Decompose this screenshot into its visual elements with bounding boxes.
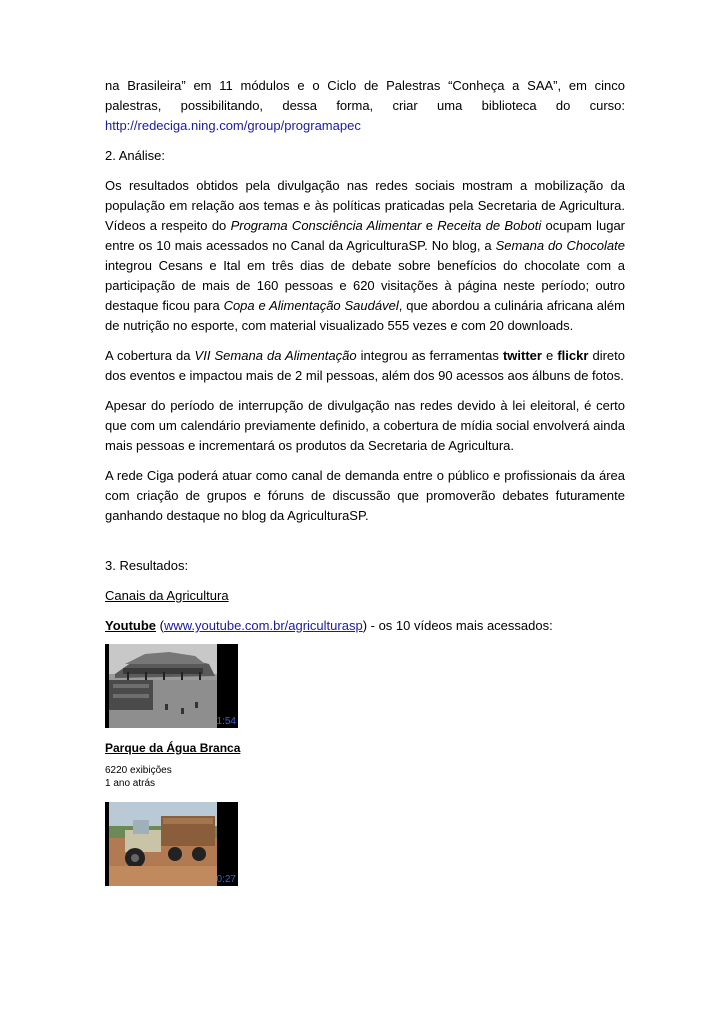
- video-thumbnail-2[interactable]: [105, 802, 238, 886]
- text-segment: Os resultados obtidos pela divulgação nas redes sociais mostram a mobilização da população em relação aos temas e às políticas praticadas pela Secretaria de Agricultura. Vídeos a respeito do: [105, 178, 625, 233]
- italic-programa: Programa Consciência Alimentar: [230, 218, 422, 233]
- text-segment: A cobertura da: [105, 348, 195, 363]
- canais-heading: [105, 586, 625, 606]
- paragraph-intro: [105, 76, 625, 136]
- text-segment: integrou Cesans e Ital em três dias de debate sobre benefícios do chocolate com a participação de mais de 160 pessoas e 620 visitações à página neste período; outro destaque ficou para: [105, 258, 625, 313]
- video-thumbnail-1[interactable]: [105, 644, 238, 728]
- text-segment: ocupam lugar entre os 10 mais acessados no Canal da AgriculturaSP. No blog, a: [105, 218, 625, 253]
- paragraph-rede-ciga: A rede Ciga poderá atuar como canal de demanda entre o público e profissionais da área com criação de grupos e fóruns de discussão que promoverão debates futuramente ganhando destaque no blog da AgriculturaSP.: [105, 468, 625, 523]
- text-segment: , que abordou a culinária africana além de nutrição no esporte, com material visualizado 555 vezes e com 20 downloads.: [105, 298, 625, 333]
- text-segment: e: [421, 218, 438, 233]
- italic-receita: Receita de Boboti: [437, 218, 542, 233]
- video-duration-1: 1:54: [216, 716, 236, 727]
- canais-label: Canais da Agricultura: [105, 588, 229, 603]
- youtube-line: [105, 616, 625, 636]
- italic-copa: Copa e Alimentação Saudável: [223, 298, 399, 313]
- heading-resultados: 3. Resultados:: [105, 558, 189, 573]
- text-segment: integrou as ferramentas: [356, 348, 503, 363]
- document-page: [105, 76, 625, 886]
- video-meta-1: [105, 764, 625, 790]
- video-duration-2: 0:27: [216, 874, 236, 885]
- video-title-1[interactable]: Parque da Água Branca: [105, 741, 241, 755]
- paragraph-intro-text: na Brasileira” em 11 módulos e o Ciclo de Palestras “Conheça a SAA”, em cinco palestras, possibilitando, dessa forma, criar uma biblioteca do curso:: [105, 78, 625, 113]
- redeciga-link[interactable]: http://redeciga.ning.com/group/programapec: [105, 118, 361, 133]
- heading-analise: 2. Análise:: [105, 148, 165, 163]
- youtube-channel-link[interactable]: www.youtube.com.br/agriculturasp: [163, 618, 363, 633]
- text-segment: (: [156, 618, 164, 633]
- paragraph-interrupcao: Apesar do período de interrupção de divulgação nas redes devido à lei eleitoral, é certo que com um calendário previamente definido, a cobertura de mídia social envolverá ainda mais pessoas e incrementará os produtos da Secretaria de Agricultura.: [105, 398, 625, 453]
- text-segment: e: [541, 348, 558, 363]
- text-segment: ) - os 10 vídeos mais acessados:: [362, 618, 553, 633]
- youtube-label: Youtube: [105, 618, 157, 633]
- italic-semana-alimentacao: VII Semana da Alimentação: [194, 348, 357, 363]
- paragraph-analise-results: [105, 176, 625, 336]
- video-age-1: 1 ano atrás: [105, 778, 156, 789]
- bold-flickr: flickr: [557, 348, 589, 363]
- text-segment: direto dos eventos e impactou mais de 2 mil pessoas, além dos 90 acessos aos álbuns de fotos.: [105, 348, 625, 383]
- bold-twitter: twitter: [502, 348, 542, 363]
- italic-semana-chocolate: Semana do Chocolate: [495, 238, 625, 253]
- paragraph-cobertura: [105, 346, 625, 386]
- video-views-1: 6220 exibições: [105, 765, 172, 776]
